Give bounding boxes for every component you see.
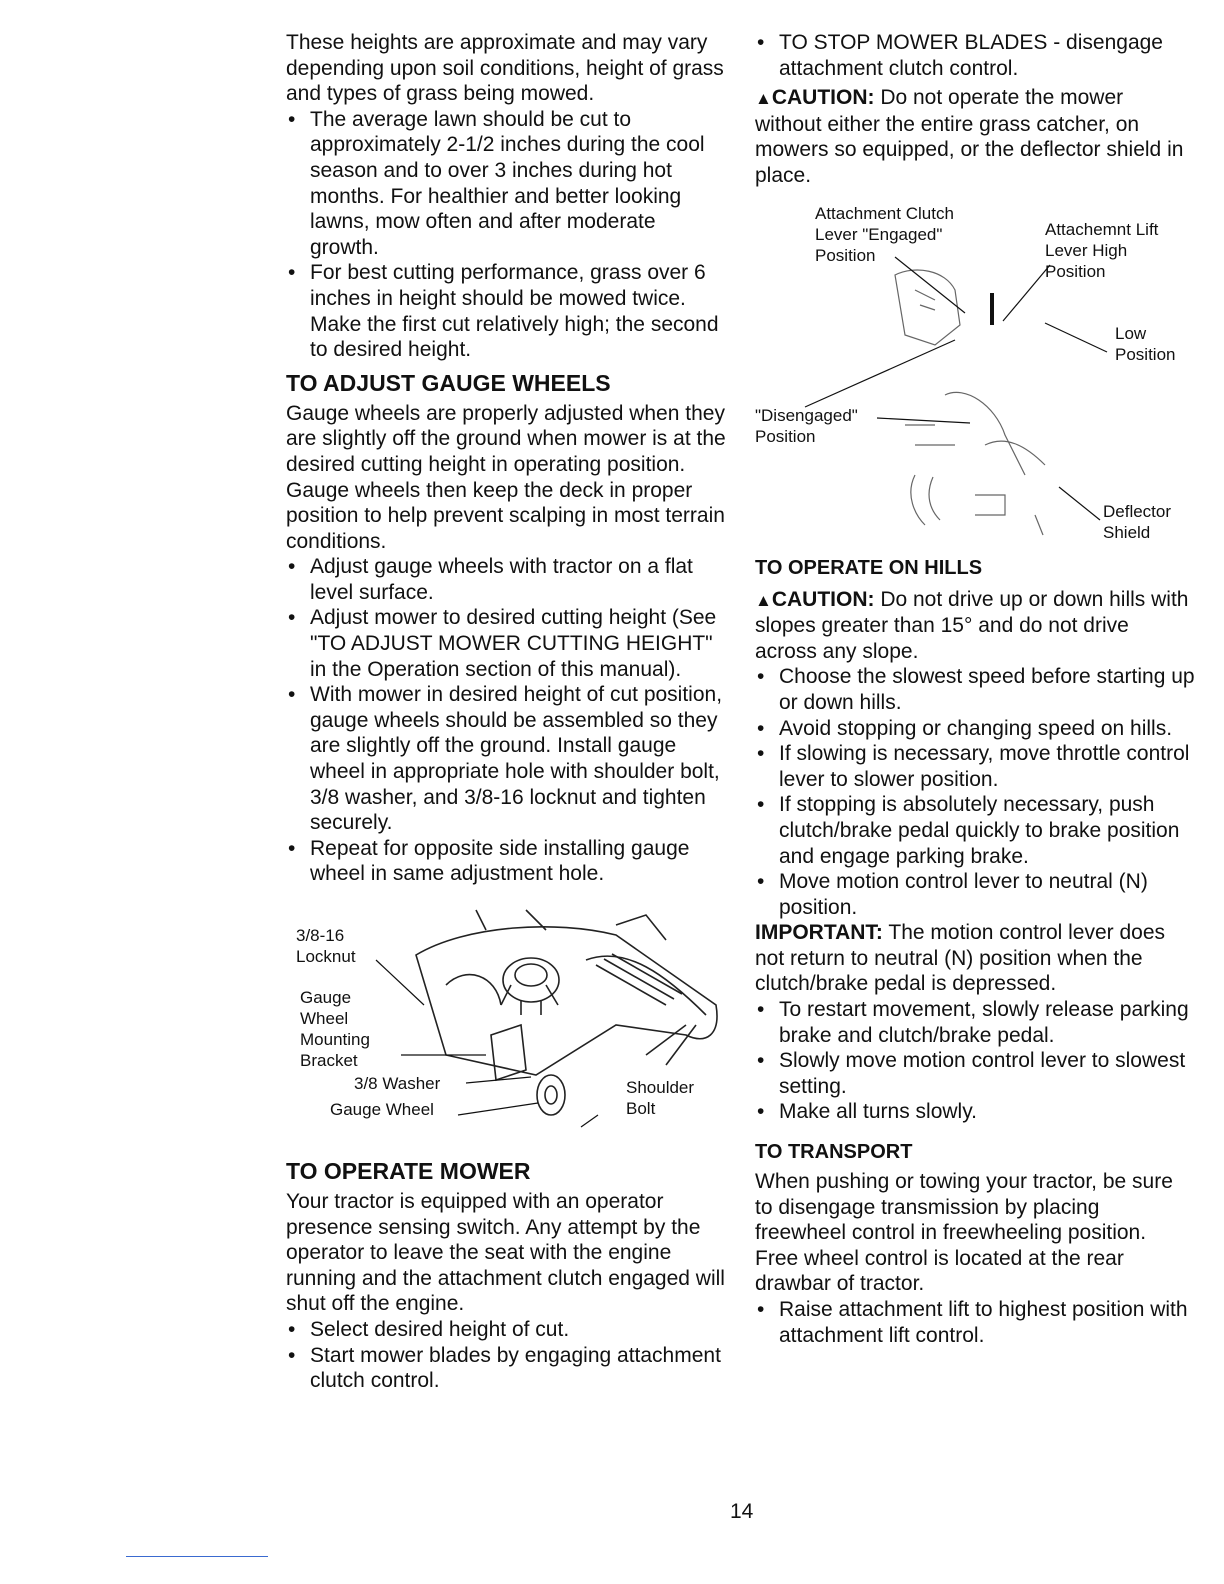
bullet-icon: • bbox=[757, 1100, 765, 1124]
gauge-wheels-list bbox=[286, 554, 726, 887]
list-item: • TO STOP MOWER BLADES - disengage attachment clutch control. bbox=[757, 31, 1163, 80]
bullet-icon: • bbox=[757, 742, 765, 766]
important-note: IMPORTANT: The motion control lever does not return to neutral (N) position when the clutch/brake pedal is depressed. bbox=[755, 921, 1166, 996]
lift-lever-high-label: Attachemnt Lift Lever High Position bbox=[1045, 219, 1159, 281]
operate-mower-paragraph: Your tractor is equipped with an operator presence sensing switch. Any attempt by the operator to leave the seat with the engine running and the attachment clutch engaged will shut off the engine. bbox=[286, 1190, 725, 1316]
bullet-icon: • bbox=[757, 870, 765, 894]
list-item: • Start mower blades by engaging attachment clutch control. bbox=[288, 1343, 721, 1393]
hills-heading: TO OPERATE ON HILLS bbox=[755, 556, 983, 579]
page-number: 14 bbox=[730, 1500, 754, 1523]
list-item: • For best cutting performance, grass over 6 inches in height should be mowed twice. Make the first cut relatively high; the second to desired height. bbox=[288, 261, 719, 362]
gauge-wheels-paragraph: Gauge wheels are properly adjusted when they are slightly off the ground when mower is at the desired cutting height in operating position. Gauge wheels then keep the deck in proper position to help prevent scalping in most terrain conditions. bbox=[286, 401, 726, 553]
transport-list bbox=[755, 1297, 1195, 1348]
operate-mower-list bbox=[286, 1317, 726, 1394]
bullet-icon: • bbox=[288, 836, 296, 860]
list-item: • Adjust gauge wheels with tractor on a flat level surface. bbox=[288, 555, 693, 604]
caution-triangle-icon: ▲ bbox=[755, 590, 772, 610]
caution-grass-catcher: ▲CAUTION: Do not operate the mower without either the entire grass catcher, on mowers so equipped, or the deflector shield in place. bbox=[755, 86, 1184, 187]
list-item: • If slowing is necessary, move throttle control lever to slower position. bbox=[757, 742, 1190, 791]
important-list bbox=[755, 997, 1195, 1125]
caution-triangle-icon: ▲ bbox=[755, 89, 772, 109]
shoulder-bolt-label: Shoulder Bolt bbox=[626, 1078, 695, 1118]
bullet-icon: • bbox=[288, 555, 296, 579]
low-position-label: Low Position bbox=[1115, 323, 1176, 364]
right-column bbox=[755, 30, 1195, 1348]
bullet-icon: • bbox=[757, 1298, 765, 1321]
stop-blades-list bbox=[755, 30, 1195, 81]
list-item: • Select desired height of cut. bbox=[288, 1317, 570, 1341]
bullet-icon: • bbox=[288, 107, 296, 131]
gauge-wheel-figure bbox=[286, 905, 726, 1135]
caution-hills: ▲CAUTION: Do not drive up or down hills with slopes greater than 15° and do not drive across any slope. bbox=[755, 587, 1189, 663]
list-item: • Raise attachment lift to highest position with attachment lift control. bbox=[757, 1298, 1188, 1347]
mowing-tips-list bbox=[286, 107, 726, 363]
list-item: • Move motion control lever to neutral (N) position. bbox=[757, 870, 1148, 919]
footer-divider bbox=[126, 1556, 268, 1557]
bullet-icon: • bbox=[757, 793, 765, 817]
list-item: • With mower in desired height of cut position, gauge wheels should be assembled so they are slightly off the ground. Install gauge wheel in appropriate hole with shoulder bolt, 3/8 washer, and 3/8-16 locknut and tighten securely. bbox=[288, 683, 723, 835]
intro-paragraph: These heights are approximate and may vary depending upon soil conditions, height of grass and types of grass being mowed. bbox=[286, 31, 724, 106]
bullet-icon: • bbox=[288, 683, 296, 707]
bullet-icon: • bbox=[288, 606, 296, 630]
list-item: • The average lawn should be cut to approximately 2-1/2 inches during the cool season and to over 3 inches during hot months. For healthier and better looking lawns, mow often and after moderate growth. bbox=[288, 107, 705, 259]
bullet-icon: • bbox=[757, 1049, 765, 1073]
deflector-shield-label: Deflector Shield bbox=[1103, 501, 1172, 542]
bullet-icon: • bbox=[288, 1343, 296, 1367]
gauge-wheels-heading: TO ADJUST GAUGE WHEELS bbox=[286, 369, 611, 396]
list-item: • Slowly move motion control lever to slowest setting. bbox=[757, 1049, 1186, 1098]
list-item: • Adjust mower to desired cutting height (See "TO ADJUST MOWER CUTTING HEIGHT" in the Operation section of this manual). bbox=[288, 606, 717, 681]
washer-label: 3/8 Washer bbox=[354, 1074, 441, 1093]
bullet-icon: • bbox=[757, 998, 765, 1022]
list-item: • If stopping is absolutely necessary, push clutch/brake pedal quickly to brake position and engage parking brake. bbox=[757, 793, 1180, 868]
locknut-label: 3/8-16 Locknut bbox=[296, 926, 356, 966]
gauge-wheel-label: Gauge Wheel bbox=[330, 1100, 434, 1119]
list-item: • Make all turns slowly. bbox=[757, 1100, 978, 1124]
disengaged-label: "Disengaged" Position bbox=[755, 405, 858, 446]
left-column bbox=[286, 30, 726, 1394]
bullet-icon: • bbox=[288, 261, 296, 285]
operate-mower-heading: TO OPERATE MOWER bbox=[286, 1158, 531, 1184]
list-item: • To restart movement, slowly release parking brake and clutch/brake pedal. bbox=[757, 998, 1189, 1047]
list-item: • Repeat for opposite side installing gauge wheel in same adjustment hole. bbox=[288, 836, 690, 886]
bullet-icon: • bbox=[757, 716, 765, 740]
transport-heading: TO TRANSPORT bbox=[755, 1141, 913, 1164]
list-item: • Avoid stopping or changing speed on hills. bbox=[757, 716, 1173, 740]
list-item: • Choose the slowest speed before starting up or down hills. bbox=[757, 665, 1195, 714]
transport-paragraph: When pushing or towing your tractor, be sure to disengage transmission by placing freewheel control in freewheeling position. Free wheel control is located at the rear drawbar of tractor. bbox=[755, 1170, 1173, 1296]
clutch-engaged-label: Attachment Clutch Lever "Engaged" Position bbox=[815, 203, 954, 265]
bullet-icon: • bbox=[757, 665, 765, 689]
mounting-bracket-label: Gauge Wheel Mounting Bracket bbox=[300, 988, 370, 1070]
hills-list bbox=[755, 664, 1195, 920]
bullet-icon: • bbox=[288, 1317, 296, 1341]
clutch-lever-figure bbox=[755, 195, 1195, 545]
bullet-icon: • bbox=[757, 31, 765, 54]
